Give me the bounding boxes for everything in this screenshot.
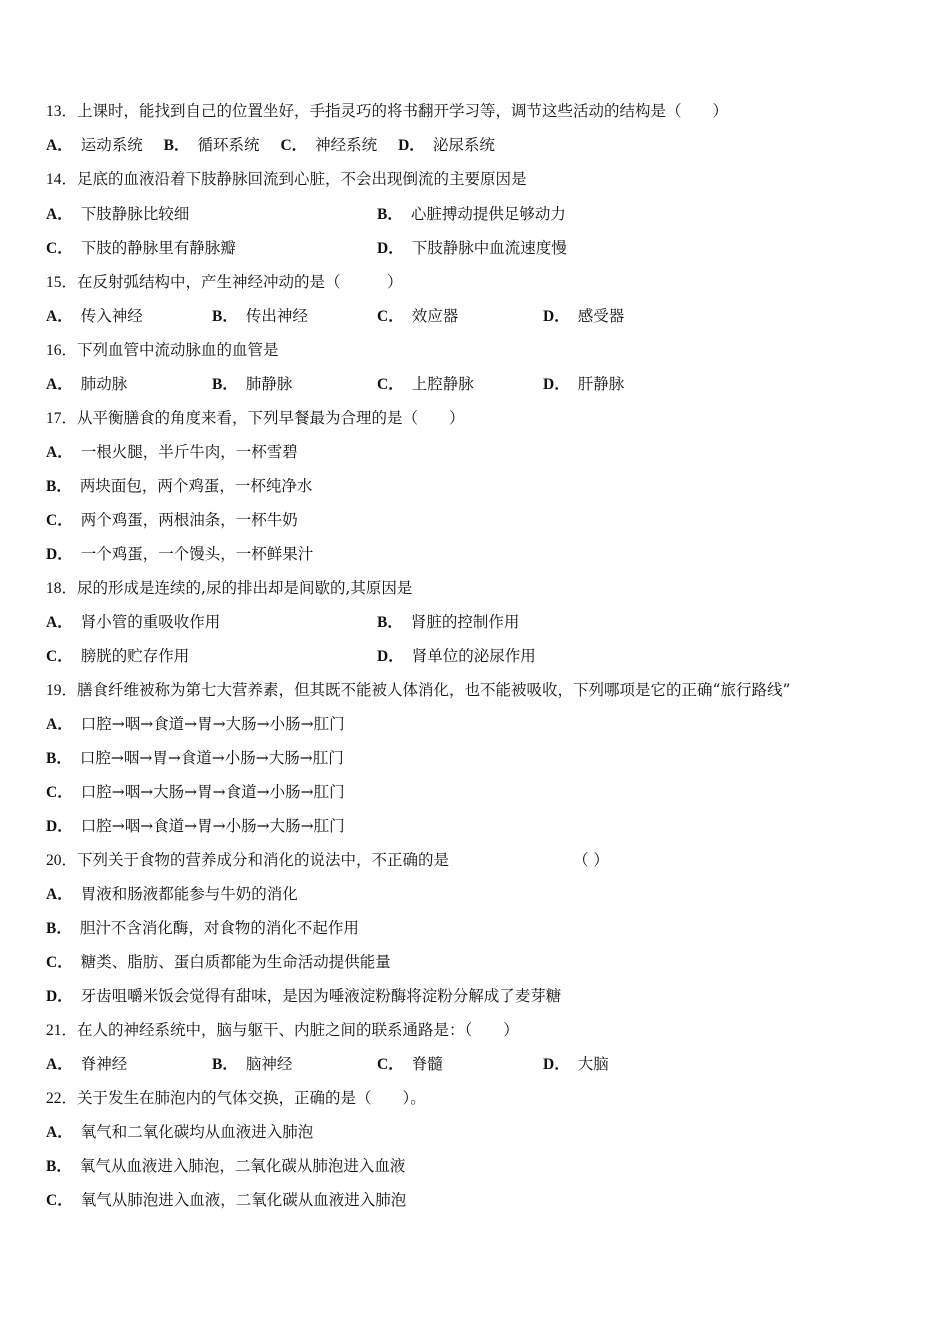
option-text: 传出神经: [245, 307, 308, 325]
option-text: 一个鸡蛋，一个馒头，一杯鲜果汁: [80, 545, 314, 563]
option-letter: A．: [46, 444, 73, 461]
option-c: [377, 374, 474, 395]
question-19-stem: [46, 680, 790, 701]
option-d: [46, 986, 561, 1007]
question-13-stem: [46, 101, 728, 122]
option-a: [46, 714, 345, 735]
option-text: 肾脏的控制作用: [410, 613, 520, 631]
option-a: [46, 884, 298, 905]
option-text: 口腔→咽→食道→胃→小肠→大肠→肛门: [80, 817, 345, 835]
option-letter: C．: [377, 376, 404, 393]
option-text: 脑神经: [245, 1055, 293, 1073]
option-c: [46, 646, 189, 667]
question-text: 上课时，能找到自己的位置坐好，手指灵巧的将书翻开学习等，调节这些活动的结构是（ ）: [77, 102, 729, 120]
option-b: [377, 612, 519, 633]
option-letter: B．: [46, 920, 72, 937]
option-letter: A．: [46, 614, 73, 631]
question-15-stem: [46, 272, 403, 293]
question-text: 关于发生在肺泡内的气体交换，正确的是（ ）。: [77, 1089, 426, 1107]
question-text: 下列关于食物的营养成分和消化的说法中，不正确的是: [77, 851, 450, 869]
option-letter: C．: [46, 512, 73, 529]
option-a: [46, 135, 143, 156]
option-text: 膀胱的贮存作用: [80, 647, 190, 665]
option-letter: A．: [46, 137, 73, 154]
option-letter: A．: [46, 1124, 73, 1141]
option-b: [46, 476, 312, 497]
option-text: 肺静脉: [245, 375, 293, 393]
option-c: [377, 1054, 443, 1075]
option-text: 大脑: [577, 1055, 609, 1073]
question-number: 20．: [46, 852, 78, 869]
option-letter: B．: [212, 308, 238, 325]
option-text: 氧气从血液进入肺泡，二氧化碳从肺泡进入血液: [79, 1157, 406, 1175]
option-a: [46, 442, 298, 463]
option-letter: B．: [377, 614, 403, 631]
question-number: 15．: [46, 274, 78, 291]
option-d: [543, 306, 624, 327]
option-text: 循环系统: [197, 136, 260, 154]
option-c: [377, 306, 458, 327]
question-text: 在反射弧结构中，产生神经冲动的是（ ）: [77, 273, 403, 291]
option-letter: A．: [46, 308, 73, 325]
option-text: 效应器: [411, 307, 459, 325]
option-c: [46, 238, 236, 259]
question-22-stem: [46, 1088, 426, 1109]
option-letter: D．: [377, 240, 404, 257]
option-text: 感受器: [577, 307, 625, 325]
question-text: 下列血管中流动脉血的血管是: [77, 341, 279, 359]
option-text: 肾单位的泌尿作用: [411, 647, 536, 665]
option-letter: A．: [46, 886, 73, 903]
option-d: [46, 544, 313, 565]
option-c: [46, 782, 345, 803]
option-d: [46, 816, 345, 837]
option-letter: A．: [46, 1056, 73, 1073]
option-text: 糖类、脂肪、蛋白质都能为生命活动提供能量: [80, 953, 391, 971]
option-letter: A．: [46, 716, 73, 733]
option-a: [46, 612, 220, 633]
option-text: 脊神经: [80, 1055, 128, 1073]
option-letter: A．: [46, 376, 73, 393]
option-text: 神经系统: [315, 136, 378, 154]
option-letter: D．: [46, 818, 73, 835]
option-text: 口腔→咽→胃→食道→小肠→大肠→肛门: [79, 749, 344, 767]
question-text: 足底的血液沿着下肢静脉回流到心脏，不会出现倒流的主要原因是: [77, 170, 527, 188]
question-21-stem: [46, 1020, 519, 1041]
option-d: [543, 1054, 609, 1075]
question-17-stem: [46, 408, 465, 429]
question-18-stem: [46, 578, 412, 599]
option-d: [377, 238, 567, 259]
option-text: 肝静脉: [577, 375, 625, 393]
option-text: 胃液和肠液都能参与牛奶的消化: [80, 885, 298, 903]
option-b: [46, 748, 344, 769]
option-letter: B．: [46, 478, 72, 495]
option-b: [164, 135, 260, 156]
question-number: 22．: [46, 1090, 78, 1107]
option-c: [46, 510, 298, 531]
option-text: 口腔→咽→大肠→胃→食道→小肠→肛门: [80, 783, 345, 801]
option-text: 口腔→咽→食道→胃→大肠→小肠→肛门: [80, 715, 345, 733]
option-text: 一根火腿，半斤牛肉，一杯雪碧: [80, 443, 298, 461]
option-a: [46, 374, 127, 395]
option-letter: C．: [280, 137, 308, 154]
question-number: 14．: [46, 171, 78, 188]
option-letter: B．: [377, 206, 403, 223]
option-letter: C．: [377, 1056, 404, 1073]
question-text: 尿的形成是连续的,尿的排出却是间歇的,其原因是: [77, 579, 413, 597]
question-number: 19．: [46, 682, 78, 699]
option-text: 下肢的静脉里有静脉瓣: [80, 239, 236, 257]
option-text: 传入神经: [80, 307, 143, 325]
question-14-stem: [46, 169, 527, 190]
option-text: 牙齿咀嚼米饭会觉得有甜味，是因为唾液淀粉酶将淀粉分解成了麦芽糖: [80, 987, 562, 1005]
option-d: [543, 374, 624, 395]
question-text: 从平衡膳食的角度来看，下列早餐最为合理的是（ ）: [77, 409, 465, 427]
answer-bracket: （ ）: [573, 851, 609, 869]
option-b: [212, 374, 292, 395]
option-b: [212, 1054, 292, 1075]
option-text: 胆汁不含消化酶，对食物的消化不起作用: [79, 919, 359, 937]
option-b: [377, 204, 566, 225]
option-text: 心脏搏动提供足够动力: [410, 205, 566, 223]
question-number: 18．: [46, 580, 78, 597]
option-letter: C．: [377, 308, 404, 325]
option-letter: D．: [377, 648, 404, 665]
option-text: 氧气和二氧化碳均从血液进入肺泡: [80, 1123, 314, 1141]
question-number: 17．: [46, 410, 78, 427]
option-c: [46, 952, 391, 973]
option-letter: A．: [46, 206, 73, 223]
option-text: 上腔静脉: [411, 375, 474, 393]
option-letter: D．: [543, 308, 570, 325]
option-a: [46, 204, 189, 225]
option-text: 下肢静脉中血流速度慢: [411, 239, 567, 257]
question-13-options: [46, 135, 511, 156]
option-letter: C．: [46, 648, 73, 665]
question-number: 16．: [46, 342, 78, 359]
option-letter: D．: [543, 376, 570, 393]
option-a: [46, 306, 143, 327]
option-letter: B．: [46, 1158, 72, 1175]
option-text: 肺动脉: [80, 375, 128, 393]
question-16-stem: [46, 340, 279, 361]
option-letter: C．: [46, 954, 73, 971]
option-d: [398, 135, 495, 156]
question-text: 膳食纤维被称为第七大营养素，但其既不能被人体消化，也不能被吸收，下列哪项是它的正确“旅行路线”: [77, 681, 791, 699]
option-b: [46, 918, 359, 939]
question-text: 在人的神经系统中，脑与躯干、内脏之间的联系通路是：（ ）: [77, 1021, 519, 1039]
option-text: 泌尿系统: [432, 136, 495, 154]
option-letter: C．: [46, 240, 73, 257]
option-d: [377, 646, 536, 667]
option-c: [280, 135, 377, 156]
option-letter: D．: [46, 988, 73, 1005]
option-letter: C．: [46, 784, 73, 801]
option-letter: B．: [212, 376, 238, 393]
option-letter: B．: [163, 137, 190, 154]
option-a: [46, 1122, 313, 1143]
option-letter: D．: [543, 1056, 570, 1073]
option-letter: D．: [46, 546, 73, 563]
option-text: 运动系统: [80, 136, 143, 154]
option-text: 肾小管的重吸收作用: [80, 613, 221, 631]
option-a: [46, 1054, 127, 1075]
question-number: 13．: [46, 103, 78, 120]
option-letter: D．: [398, 137, 425, 154]
option-text: 下肢静脉比较细: [80, 205, 190, 223]
option-c: [46, 1190, 406, 1211]
option-text: 脊髓: [411, 1055, 443, 1073]
question-20-stem: [46, 850, 449, 871]
option-letter: B．: [46, 750, 72, 767]
option-b: [212, 306, 308, 327]
question-number: 21．: [46, 1022, 78, 1039]
option-b: [46, 1156, 405, 1177]
option-text: 两块面包，两个鸡蛋，一杯纯净水: [79, 477, 313, 495]
option-text: 两个鸡蛋，两根油条，一杯牛奶: [80, 511, 298, 529]
option-text: 氧气从肺泡进入血液，二氧化碳从血液进入肺泡: [80, 1191, 407, 1209]
option-letter: B．: [212, 1056, 238, 1073]
option-letter: C．: [46, 1192, 73, 1209]
